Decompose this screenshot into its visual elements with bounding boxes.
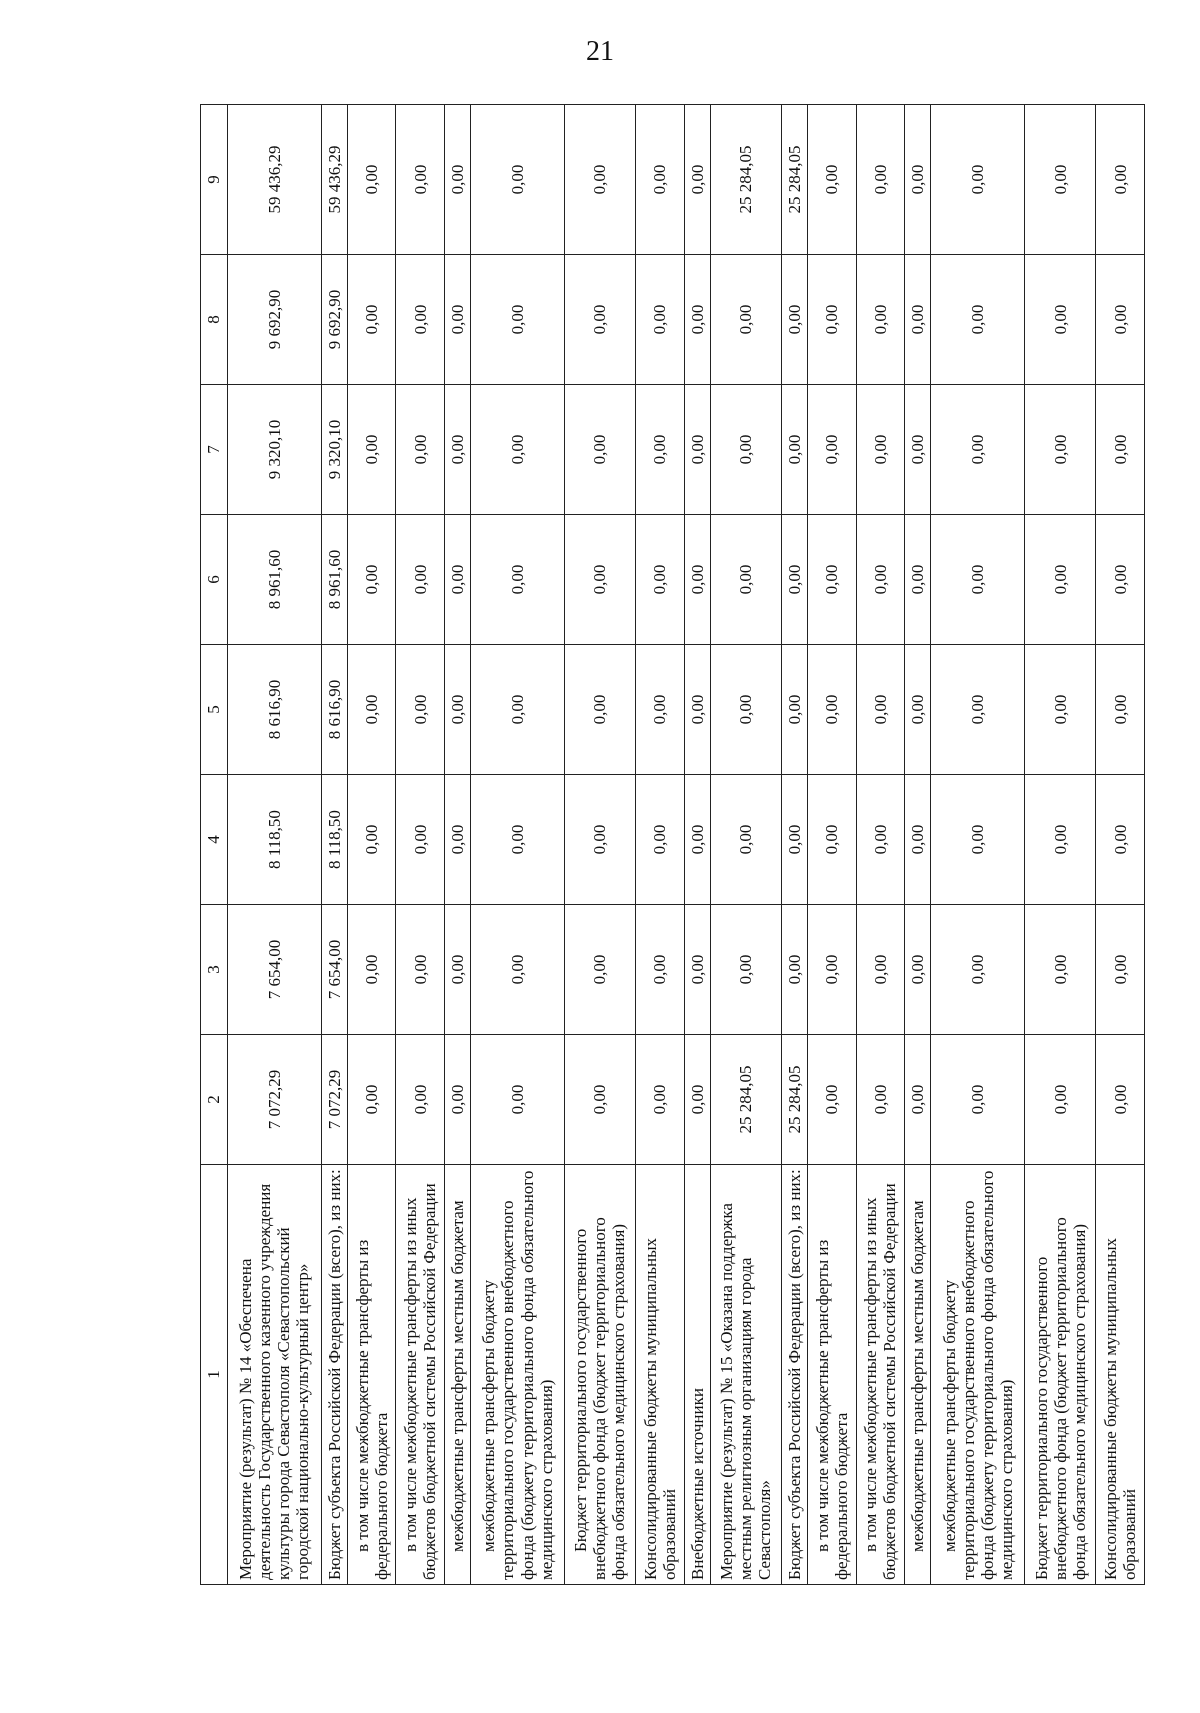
value-cell: 0,00 [564, 645, 635, 775]
table-row [471, 105, 565, 1585]
row-label: Мероприятие (результат) № 15 «Оказана поддержка местным религиозным организациям города Севастополя» [710, 1165, 781, 1585]
value-cell: 0,00 [710, 645, 781, 775]
value-cell: 9 692,90 [228, 255, 322, 385]
value-cell: 0,00 [564, 1035, 635, 1165]
table-row [931, 105, 1025, 1585]
value-cell: 0,00 [396, 385, 445, 515]
value-cell: 0,00 [445, 905, 471, 1035]
value-cell: 9 692,90 [321, 255, 347, 385]
value-cell: 0,00 [684, 775, 710, 905]
value-cell: 59 436,29 [321, 105, 347, 255]
value-cell: 0,00 [471, 105, 565, 255]
value-cell: 0,00 [636, 255, 685, 385]
value-cell: 0,00 [781, 645, 807, 775]
row-label: межбюджетные трансферты бюджету территориального государственного внебюджетного фонда (бюджету территориального фонда обязательного медицинского страхования) [931, 1165, 1025, 1585]
value-cell: 0,00 [564, 385, 635, 515]
row-label: Бюджет субъекта Российской Федерации (всего), из них: [781, 1165, 807, 1585]
table-row [781, 105, 807, 1585]
value-cell: 0,00 [905, 1035, 931, 1165]
value-cell: 0,00 [347, 385, 396, 515]
column-header: 9 [201, 105, 228, 255]
value-cell: 0,00 [396, 105, 445, 255]
value-cell: 0,00 [445, 775, 471, 905]
value-cell: 0,00 [710, 775, 781, 905]
value-cell: 0,00 [808, 905, 857, 1035]
value-cell: 0,00 [931, 385, 1025, 515]
value-cell: 0,00 [856, 255, 905, 385]
value-cell: 0,00 [1025, 105, 1096, 255]
value-cell: 0,00 [396, 515, 445, 645]
column-header: 8 [201, 255, 228, 385]
value-cell: 0,00 [564, 105, 635, 255]
value-cell: 0,00 [1096, 385, 1145, 515]
value-cell: 0,00 [808, 1035, 857, 1165]
row-label: межбюджетные трансферты бюджету территориального государственного внебюджетного фонда (бюджету территориального фонда обязательного медицинского страхования) [471, 1165, 565, 1585]
value-cell: 7 654,00 [228, 905, 322, 1035]
value-cell: 0,00 [684, 1035, 710, 1165]
value-cell: 0,00 [856, 385, 905, 515]
value-cell: 0,00 [931, 105, 1025, 255]
value-cell: 8 961,60 [228, 515, 322, 645]
row-label: Мероприятие (результат) № 14 «Обеспечена деятельность Государственного казенного учреждения культуры города Севастополя «Севастопольский городской национально-культурный центр» [228, 1165, 322, 1585]
value-cell: 0,00 [636, 515, 685, 645]
table-row [321, 105, 347, 1585]
value-cell: 0,00 [781, 255, 807, 385]
value-cell: 0,00 [347, 645, 396, 775]
value-cell: 25 284,05 [781, 1035, 807, 1165]
value-cell: 0,00 [1025, 385, 1096, 515]
value-cell: 0,00 [856, 515, 905, 645]
value-cell: 0,00 [710, 515, 781, 645]
value-cell: 0,00 [1025, 1035, 1096, 1165]
value-cell: 0,00 [564, 515, 635, 645]
table-row [1096, 105, 1145, 1585]
value-cell: 8 961,60 [321, 515, 347, 645]
value-cell: 0,00 [808, 515, 857, 645]
value-cell: 0,00 [781, 905, 807, 1035]
table-header-row [201, 105, 228, 1585]
value-cell: 7 072,29 [228, 1035, 322, 1165]
value-cell: 0,00 [636, 645, 685, 775]
value-cell: 8 616,90 [321, 645, 347, 775]
row-label: Консолидированные бюджеты муниципальных образований [636, 1165, 685, 1585]
column-header: 6 [201, 515, 228, 645]
row-label: Бюджет субъекта Российской Федерации (всего), из них: [321, 1165, 347, 1585]
value-cell: 0,00 [808, 385, 857, 515]
value-cell: 0,00 [856, 905, 905, 1035]
value-cell: 59 436,29 [228, 105, 322, 255]
value-cell: 0,00 [808, 105, 857, 255]
table-row [396, 105, 445, 1585]
value-cell: 0,00 [808, 645, 857, 775]
value-cell: 8 118,50 [321, 775, 347, 905]
value-cell: 0,00 [636, 105, 685, 255]
value-cell: 0,00 [931, 645, 1025, 775]
value-cell: 0,00 [1096, 905, 1145, 1035]
value-cell: 0,00 [636, 385, 685, 515]
value-cell: 7 072,29 [321, 1035, 347, 1165]
value-cell: 0,00 [710, 385, 781, 515]
value-cell: 0,00 [1025, 515, 1096, 645]
table-row [636, 105, 685, 1585]
value-cell: 0,00 [347, 105, 396, 255]
value-cell: 0,00 [445, 645, 471, 775]
value-cell: 0,00 [931, 255, 1025, 385]
value-cell: 0,00 [471, 775, 565, 905]
value-cell: 0,00 [636, 1035, 685, 1165]
table-row [445, 105, 471, 1585]
row-label: Бюджет территориального государственного внебюджетного фонда (бюджет территориального фонда обязательного медицинского страхования) [564, 1165, 635, 1585]
value-cell: 0,00 [931, 515, 1025, 645]
budget-table-rotated [200, 105, 1145, 1585]
column-header: 4 [201, 775, 228, 905]
table-row [905, 105, 931, 1585]
value-cell: 0,00 [396, 775, 445, 905]
value-cell: 8 616,90 [228, 645, 322, 775]
value-cell: 0,00 [471, 255, 565, 385]
value-cell: 0,00 [905, 385, 931, 515]
table-row [710, 105, 781, 1585]
value-cell: 0,00 [905, 255, 931, 385]
value-cell: 0,00 [905, 645, 931, 775]
value-cell: 0,00 [684, 645, 710, 775]
value-cell: 0,00 [1096, 775, 1145, 905]
value-cell: 7 654,00 [321, 905, 347, 1035]
row-label: межбюджетные трансферты местным бюджетам [905, 1165, 931, 1585]
value-cell: 0,00 [931, 1035, 1025, 1165]
value-cell: 0,00 [445, 255, 471, 385]
value-cell: 0,00 [710, 255, 781, 385]
row-label: в том числе межбюджетные трансферты из иных бюджетов бюджетной системы Российской Федерации [856, 1165, 905, 1585]
value-cell: 0,00 [1025, 645, 1096, 775]
value-cell: 0,00 [856, 105, 905, 255]
budget-table [200, 104, 1145, 1585]
value-cell: 0,00 [347, 905, 396, 1035]
value-cell: 0,00 [564, 905, 635, 1035]
row-label: Консолидированные бюджеты муниципальных образований [1096, 1165, 1145, 1585]
value-cell: 0,00 [1096, 255, 1145, 385]
value-cell: 0,00 [684, 255, 710, 385]
table-row [808, 105, 857, 1585]
column-header: 2 [201, 1035, 228, 1165]
value-cell: 0,00 [905, 105, 931, 255]
table-row [347, 105, 396, 1585]
column-header: 5 [201, 645, 228, 775]
value-cell: 0,00 [347, 255, 396, 385]
value-cell: 8 118,50 [228, 775, 322, 905]
value-cell: 0,00 [1096, 1035, 1145, 1165]
value-cell: 0,00 [1025, 255, 1096, 385]
value-cell: 0,00 [1025, 775, 1096, 905]
value-cell: 25 284,05 [781, 105, 807, 255]
value-cell: 0,00 [445, 105, 471, 255]
row-label: Бюджет территориального государственного внебюджетного фонда (бюджет территориального фонда обязательного медицинского страхования) [1025, 1165, 1096, 1585]
column-header: 3 [201, 905, 228, 1035]
row-label: Внебюджетные источники [684, 1165, 710, 1585]
value-cell: 0,00 [564, 775, 635, 905]
value-cell: 9 320,10 [321, 385, 347, 515]
value-cell: 0,00 [471, 1035, 565, 1165]
value-cell: 0,00 [781, 515, 807, 645]
value-cell: 0,00 [781, 385, 807, 515]
column-header: 1 [201, 1165, 228, 1585]
value-cell: 0,00 [396, 255, 445, 385]
value-cell: 25 284,05 [710, 1035, 781, 1165]
value-cell: 0,00 [808, 775, 857, 905]
value-cell: 0,00 [1096, 645, 1145, 775]
value-cell: 0,00 [347, 515, 396, 645]
value-cell: 0,00 [856, 645, 905, 775]
value-cell: 0,00 [684, 905, 710, 1035]
value-cell: 0,00 [445, 515, 471, 645]
value-cell: 9 320,10 [228, 385, 322, 515]
value-cell: 0,00 [471, 515, 565, 645]
row-label: в том числе межбюджетные трансферты из федерального бюджета [347, 1165, 396, 1585]
table-row [228, 105, 322, 1585]
value-cell: 0,00 [931, 775, 1025, 905]
value-cell: 0,00 [471, 645, 565, 775]
value-cell: 0,00 [445, 385, 471, 515]
value-cell: 0,00 [636, 905, 685, 1035]
value-cell: 0,00 [445, 1035, 471, 1165]
table-row [856, 105, 905, 1585]
value-cell: 0,00 [684, 105, 710, 255]
value-cell: 0,00 [856, 1035, 905, 1165]
value-cell: 0,00 [856, 775, 905, 905]
table-row [564, 105, 635, 1585]
row-label: в том числе межбюджетные трансферты из иных бюджетов бюджетной системы Российской Федерации [396, 1165, 445, 1585]
value-cell: 0,00 [710, 905, 781, 1035]
value-cell: 0,00 [396, 645, 445, 775]
value-cell: 0,00 [347, 775, 396, 905]
value-cell: 0,00 [684, 385, 710, 515]
value-cell: 0,00 [905, 905, 931, 1035]
value-cell: 0,00 [347, 1035, 396, 1165]
value-cell: 0,00 [471, 385, 565, 515]
value-cell: 0,00 [684, 515, 710, 645]
value-cell: 0,00 [931, 905, 1025, 1035]
value-cell: 0,00 [1096, 105, 1145, 255]
value-cell: 0,00 [396, 905, 445, 1035]
value-cell: 0,00 [905, 515, 931, 645]
value-cell: 0,00 [396, 1035, 445, 1165]
column-header: 7 [201, 385, 228, 515]
value-cell: 0,00 [781, 775, 807, 905]
value-cell: 0,00 [471, 905, 565, 1035]
value-cell: 0,00 [636, 775, 685, 905]
value-cell: 0,00 [1096, 515, 1145, 645]
value-cell: 0,00 [1025, 905, 1096, 1035]
value-cell: 0,00 [808, 255, 857, 385]
value-cell: 25 284,05 [710, 105, 781, 255]
row-label: в том числе межбюджетные трансферты из федерального бюджета [808, 1165, 857, 1585]
table-row [1025, 105, 1096, 1585]
page-number: 21 [586, 36, 614, 67]
row-label: межбюджетные трансферты местным бюджетам [445, 1165, 471, 1585]
value-cell: 0,00 [564, 255, 635, 385]
value-cell: 0,00 [905, 775, 931, 905]
table-row [684, 105, 710, 1585]
